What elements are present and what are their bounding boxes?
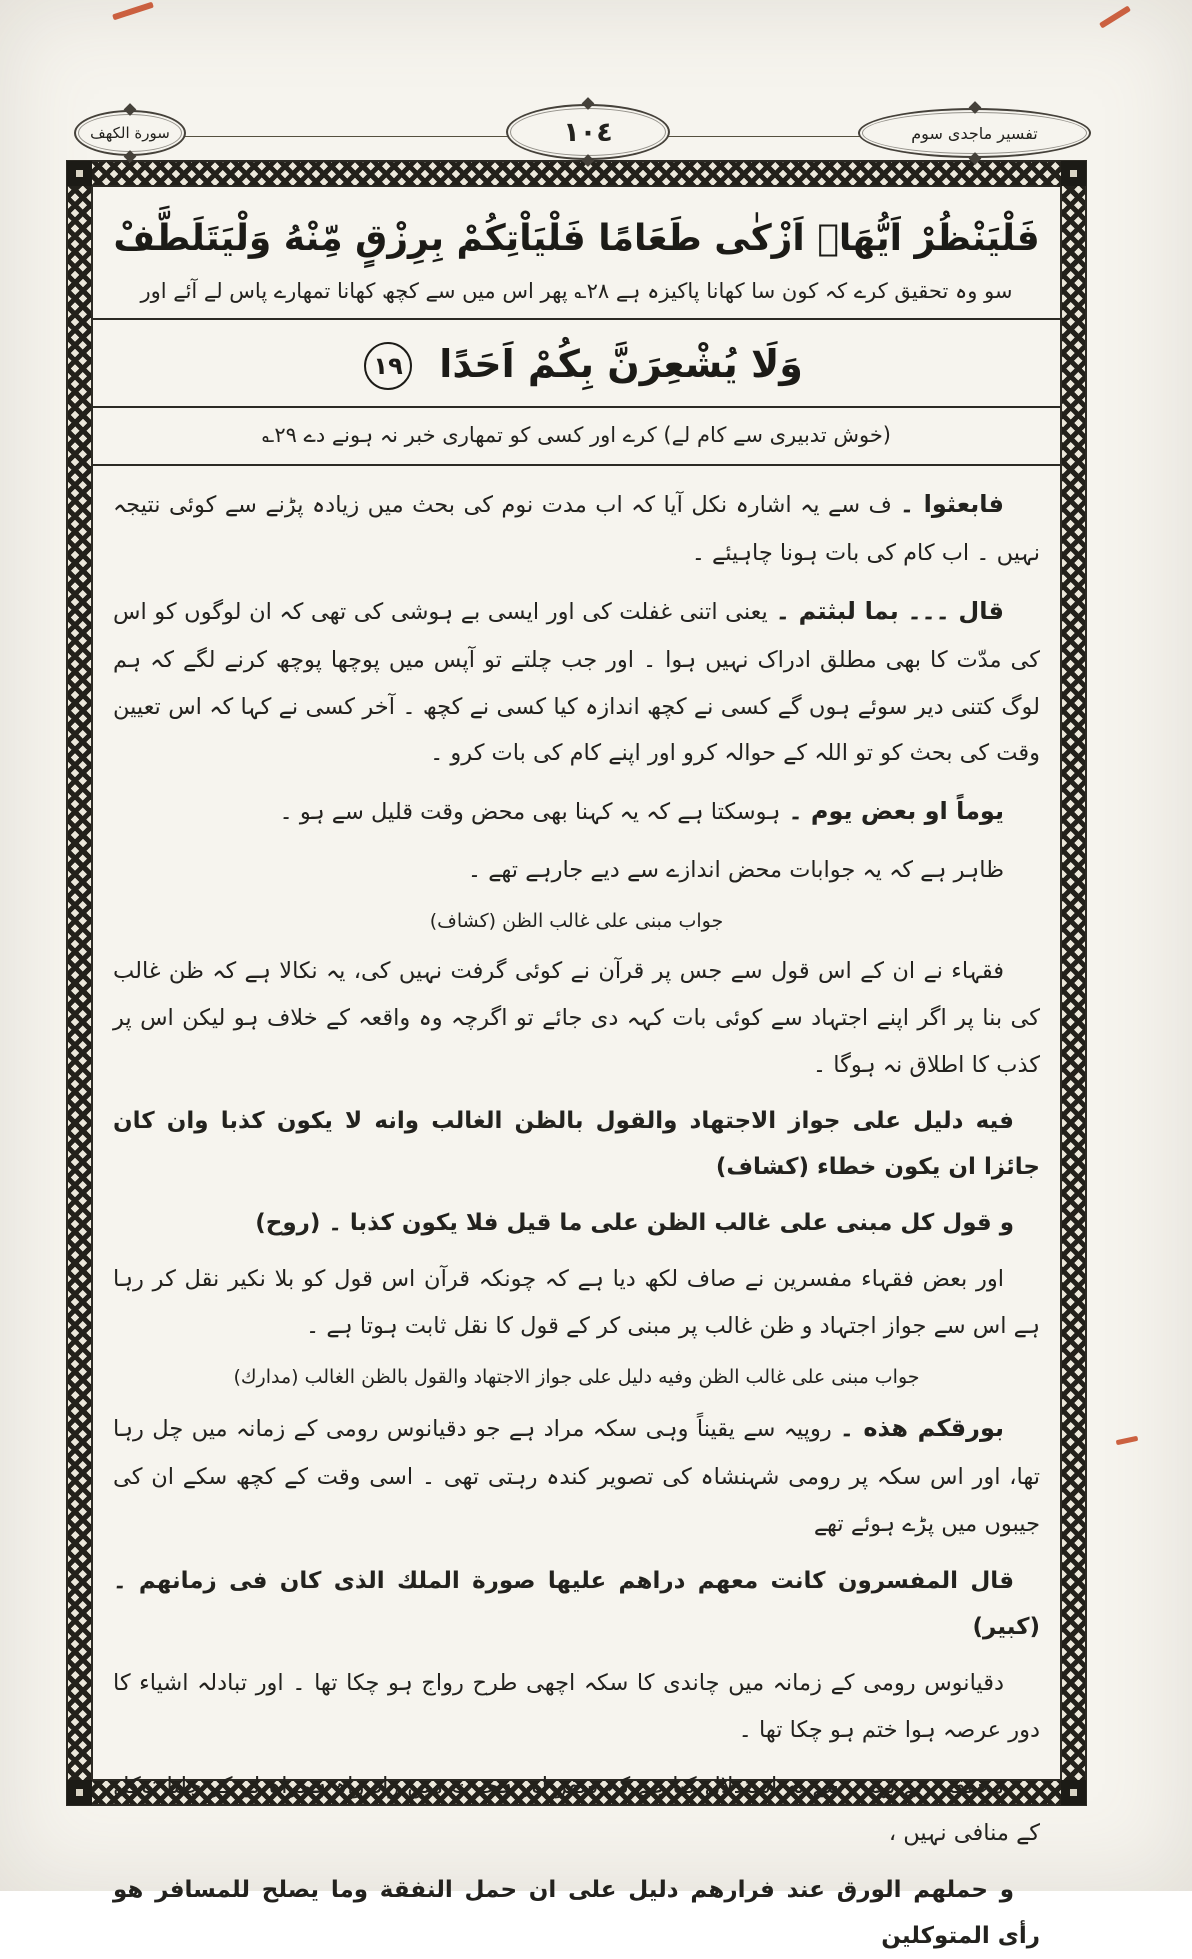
paragraph-text: محققین نے یہیں سے یہ استدلال کیا ہے کہ سفر اور ہجرت میں زاد راہ ہمراہ لے کر چلنا توکل کے منافی نہیں ، [113, 1773, 1040, 1847]
commentary-paragraph [113, 847, 1040, 894]
verse-2-text: وَلَا يُشْعِرَنَّ بِكُمْ اَحَدًا [439, 341, 803, 386]
decorative-chain-border [66, 160, 1087, 1949]
arabic-quotation [113, 1558, 1040, 1650]
surah-name-label: سورة الكهف [90, 124, 170, 142]
verse-2-urdu-translation: (خوش تدبیری سے کام لے) کرے اور کسی کو تمھاری خبر نہ ہونے دے ۲۹؎ [262, 423, 891, 448]
page-content-area [91, 185, 1062, 1949]
paragraph-text: یعنی اتنی غفلت کی اور ایسی بے ہوشی کی تھی کہ ان لوگوں کو اس کی مدّت کا بھی مطلق ادراک نہیں ہوا ۔ اور جب چلتے تو آپس میں پوچھا پوچھ کرنے لگے کہ ہم لوگ کتنی دیر سوئے ہوں گے کسی نے کچھ اندازہ کیا کسی نے کچھ ۔ آخر کسی نے کہا کہ اس تعیین وقت کی بحث کو تو اللہ کے حوالہ کرو اور اپنے کام کی بات کرو ۔ [113, 598, 1040, 767]
paragraph-text: ظاہر ہے کہ یہ جوابات محض اندازے سے دیے جارہے تھے ۔ [467, 857, 1004, 884]
paragraph-text: دقیانوس رومی کے زمانہ میں چاندی کا سکہ اچھی طرح رواج ہو چکا تھا ۔ اور تبادلہ اشیاء کا دور عرصہ ہوا ختم ہو چکا تھا ۔ [113, 1669, 1040, 1743]
commentary-paragraph [113, 1660, 1040, 1754]
arabic-quotation [113, 1098, 1040, 1190]
paragraph-text: ف سے یہ اشارہ نکل آیا کہ اب مدت نوم کی بحث میں زیادہ پڑنے سے کوئی نتیجہ نہیں ۔ اب کام کی بات ہونا چاہیئے ۔ [113, 492, 1040, 567]
commentary-paragraph [113, 1256, 1040, 1350]
centered-source-note [113, 904, 1040, 938]
border-corner-bottom-left [67, 1780, 92, 1805]
quran-verse-line-2 [113, 334, 1040, 395]
note-text: جواب مبنى على غالب الظن (كشاف) [429, 909, 724, 932]
ayah-number-badge: ۱۹ [364, 342, 412, 390]
quran-verse-line-1: فَلْيَنْظُرْ اَيُّهَاۤ اَزْكٰى طَعَامًا فَلْيَاْتِكُمْ بِرِزْقٍ مِّنْهُ وَلْيَتَلَطَّفْ [113, 218, 1040, 259]
commentary-paragraph [113, 1763, 1040, 1857]
border-corner-top-left [67, 161, 92, 186]
book-title-ornament [858, 108, 1091, 158]
page-number: ١٠٤ [563, 116, 613, 148]
commentary-section [113, 480, 1040, 1959]
quote-text: و حملهم الورق عند فرارهم دليل على ان حمل النفقة وما يصلح للمسافر هو رأى المتوكلين [113, 1876, 1040, 1949]
commentary-paragraph [113, 948, 1040, 1088]
centered-source-note [113, 1360, 1040, 1394]
paragraph-lead-word: فابعثوا ۔ [899, 490, 1004, 519]
paragraph-text: ہوسکتا ہے کہ یہ کہنا بھی محض وقت قلیل سے ہو ۔ [279, 799, 781, 826]
paragraph-lead-word: بورقكم هذه ۔ [839, 1414, 1005, 1443]
red-ink-mark-right-margin [1116, 1436, 1139, 1445]
commentary-paragraph [113, 480, 1040, 577]
border-corner-bottom-right [1061, 1780, 1086, 1805]
red-ink-mark-top-left [112, 2, 154, 21]
paragraph-text: فقہاء نے ان کے اس قول سے جس پر قرآن نے کوئی گرفت نہیں کی، یہ نکالا ہے کہ ظن غالب کی بنا پر اگر اپنے اجتہاد سے کوئی بات کہہ دی جائے تو اگرچہ وہ واقعہ کے خلاف ہو لیکن اس پر کذب کا اطلاق نہ ہوگا ۔ [113, 958, 1040, 1078]
verse-1-urdu-translation: سو وہ تحقیق کرے کہ کون سا کھانا پاکیزہ ہے ۲۸؎ پھر اس میں سے کچھ کھانا تمھارے پاس لے آئے اور [140, 279, 1013, 303]
quote-text: و قول كل مبنى على غالب الظن على ما قيل فلا يكون كذبا ۔ (روح) [255, 1210, 1014, 1237]
commentary-paragraph [113, 787, 1040, 837]
commentary-paragraph [113, 587, 1040, 777]
quote-text: قال المفسرون كانت معهم دراهم عليها صورة الملك الذى كان فى زمانهم ۔ (كبير) [113, 1567, 1040, 1640]
section-divider [93, 318, 1060, 320]
book-title-label: تفسير ماجدى سوم [911, 123, 1038, 143]
paragraph-text: روپیہ سے یقیناً وہی سکہ مراد ہے جو دقیانوس رومی کے زمانہ میں چل رہا تھا، اور اس سکہ پر رومی شہنشاہ کی تصویر کندہ رہتی تھی ۔ اسی وقت کے کچھ سکے ان کی جیبوں میں پڑے ہوئے تھے [113, 1416, 1040, 1537]
paragraph-lead-word: يوماً او بعض يوم ۔ [788, 797, 1004, 826]
paragraph-text: اور بعض فقہاء مفسرین نے صاف لکھ دیا ہے کہ چونکہ قرآن اس قول کو بلا نکیر نقل کر رہا ہے اس سے جواز اجتہاد و ظن غالب پر مبنی کر کے قول کا نقل ثابت ہوتا ہے ۔ [113, 1266, 1040, 1340]
section-divider [93, 406, 1060, 408]
arabic-quotation [113, 1200, 1040, 1246]
section-divider [93, 464, 1060, 466]
arabic-quotation [113, 1867, 1040, 1959]
paragraph-lead-word: قال ۔۔۔ بما لبثتم ۔ [775, 596, 1004, 625]
commentary-paragraph [113, 1404, 1040, 1548]
surah-name-ornament [74, 110, 186, 156]
border-corner-top-right [1061, 161, 1086, 186]
note-text: جواب مبنى على غالب الظن وفيه دليل على جواز الاجتهاد والقول بالظن الغالب (مدارك) [233, 1366, 920, 1389]
red-ink-mark-top-right [1099, 5, 1131, 28]
quote-text: فيه دليل على جواز الاجتهاد والقول بالظن الغالب وانه لا يكون كذبا وان كان جائزا ان يكون خطاء (كشاف) [113, 1108, 1040, 1181]
page-number-ornament [506, 104, 670, 160]
